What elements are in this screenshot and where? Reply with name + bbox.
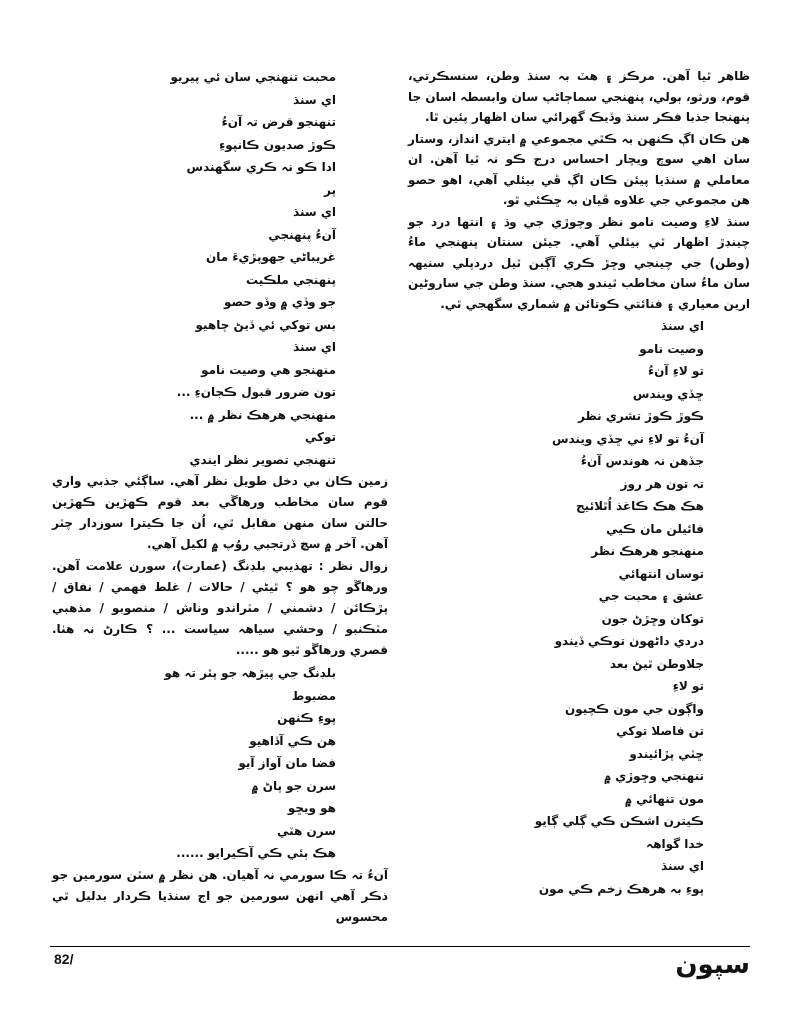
poem-line: اي سنڌ (293, 92, 336, 107)
poem-line: هڪ هڪ ڪاغذ اُٿلائيج (576, 499, 704, 513)
poem-line: تو لاءِ (672, 679, 704, 693)
poem-line: اي سنڌ (293, 340, 336, 354)
poem-line: اي سنڌ (661, 859, 704, 873)
paragraph: ظاهر ٿيا آهن. مرڪز ۽ هٽ بہ سنڌ وطن، سنسڪرتي، قوم، ورثو، ٻولي، پنهنجي سماڄاڻپ سان وابسطہ اسان جا پنهنجا جذبا فڪر سنڌ وڏيڪ گھرائي سان اظهار پئين ٿا. (408, 69, 750, 124)
poem-line: بس توکي ئي ڏيڻ چاهيو (195, 317, 336, 332)
poem-line: اي سنڌ (293, 205, 336, 219)
poem-line: دردي داڻهون توڪي ڏيندو (554, 634, 704, 648)
footer-divider (50, 946, 750, 947)
poem-line: پنهنجي ملڪيت (246, 272, 336, 287)
poem-line: هڪ ٻئي ڪي آڪيرايو ...... (176, 846, 336, 860)
poem-line: تنهنجي وڇوڙي ۾ (604, 769, 704, 783)
poem-line: ڪيترن اشڪن ڪي ڳلي ڳايو (534, 814, 704, 828)
poem-line: منهنجو هرهڪ نظر (591, 544, 704, 558)
poem-line: واڳون جي مون ڪچيون (564, 701, 704, 716)
poem-line: اي سنڌ (661, 319, 704, 333)
paragraph: آنءُ تہ ڪا سورمي نہ آهيان. هن نظر ۾ سٽن سورمين جو ذڪر آهي انهن سورمين جو اڄ سنڌيا ڪردار بدليل ٿي محسوس (52, 867, 388, 924)
poem-line: ڪوڙ ڪوڙ تشري نظر (577, 409, 704, 423)
poem-line: بلڊنگ جي پيڙهہ جو پٿر تہ هو (164, 666, 336, 680)
poem-line: تہ تون هر روز (620, 476, 704, 491)
poem-line: آنءُ پنهنجي (268, 227, 336, 242)
paragraph: زوال نظر : تهذيبي بلڊنگ (عمارت)، سورن علامت آهن. ورهاڱو چو هو ؟ ٿيڻي / حالات / غلط فهمي / نفاق / پڙڪائن / دشمني / مٽراندو وناش / منصوبو / مذهبي مٽڪنبو / وحشي سياهہ سياست ... ؟ ڪارڻ نہ هٺا. قصري ورهاڱو ٿيو هو ..... (52, 559, 388, 657)
poem-block (408, 315, 750, 900)
poem-line: وصيت نامو (639, 341, 704, 356)
poem-line: ادا ڪو نہ ڪري سگهندس (186, 160, 336, 174)
poem-line: خدا گواهہ (646, 836, 704, 851)
poem-line: تن فاصلا توکي (616, 724, 704, 738)
paragraph: سنڌ لاءِ وصيت نامو نظر وچوڙي جي وڌ ۽ انتها درد جو چينڊڙ اظهار ٿي بيئلي آهي. جيئن سنتان پنهنجي ماءُ (وطن) جي چينجي وڇڙ ڪري آڳين ٿيل دردپلي سنيهہ سان ماءُ سان مخاطب ٿيندو هجي. سنڌ وطن جي ساروڻين ارين معياري ۽ فنائتي ڪوتائن ۾ شماري سگهجي ٿي. (408, 214, 750, 311)
poem-line: هن ڪي آڏاهيو (249, 733, 336, 748)
poem-line: پر (324, 182, 336, 197)
paragraph: هن ڪان اڳ ڪنهن بہ ڪٿي مجموعي ۾ ايتري انداز، وستار سان اهي سوچ ويچار احساس درج ڪو نہ ٿيا آهن. ان معاملي ۾ سنڌيا پيئن ڪان اڳ ڦي بيئلي آهي، اهو حصو هن مجموعي جي علاوه ڦيان بہ ڇڪئي ٿو. (408, 131, 750, 207)
poem-line: پوءِ بہ هرهڪ زخم ڪي مون (538, 881, 704, 896)
poem-line: تنهنجو قرض تہ آنءُ (221, 115, 336, 129)
poem-line: منهنجو هي وصيت نامو (201, 362, 336, 377)
poem-line: پوءِ ڪنهن (277, 711, 336, 725)
poem-line: فضا مان آواز آيو (238, 756, 336, 770)
magazine-title: سپون (675, 950, 750, 980)
poem-line: ڪوڙ صديون ڪانپوءِ (219, 137, 336, 152)
poem-line: منهنجي هرهڪ نظر ۾ ... (189, 407, 336, 422)
poem-line: هو ويڇو (287, 801, 336, 815)
left-column (52, 66, 388, 929)
poem-line: سرن هٽي (276, 823, 336, 838)
poem-line: توکي (304, 430, 336, 444)
poem-line: ڇڏي ويندس (632, 386, 704, 401)
page-number: 82/ (54, 951, 74, 967)
poem-line: توکان وڇڙڻ جون (601, 611, 704, 626)
right-column (408, 66, 750, 900)
poem-line: جو وڏي ۾ وڏو حصو (224, 295, 336, 309)
poem-line: مون تنهائي ۾ (624, 791, 704, 806)
poem-line: مضبوط (291, 688, 336, 703)
poem-line: عشق ۽ محبت جي (598, 589, 704, 603)
poem-line: ڇٽي پڙائيندو (629, 746, 704, 761)
paragraph: زمين ڪان بي دخل طويل نظر آهي. ساڳئي جذبي واري قوم سان مخاطب ورهاڱي بعد قوم ڪهڙين ڪهڙين حالتن سان منهن مقابل ٿي، اُن جا ڪيترا سوزدار چٽر آهن. آخر ۾ سچ ڏرتجبي روُپ ۾ لکيل آهي. (52, 474, 388, 551)
poem-line: تون ضرور قبول ڪجانءِ ... (176, 385, 336, 399)
poem-line: سرن جو پاڻ ۾ (251, 778, 336, 793)
poem-line: محبت تنهنجي سان ئي پيريو (170, 70, 336, 84)
poem-line: فائيلن مان ڪيي (606, 521, 704, 536)
poem-block (52, 66, 388, 471)
poem-line: غريباڻي جهوپڙيءَ مان (206, 250, 336, 264)
poem-line: جڏهن نہ هوندس آنءُ (580, 454, 704, 468)
poem-block (52, 662, 388, 865)
poem-line: تو لاءِ آنءُ (648, 364, 704, 378)
poem-line: توسان انتهائي (618, 566, 704, 581)
poem-line: تنهنجي تصوير نظر ايندي (189, 452, 336, 467)
poem-line: جلاوطن ٿيڻ بعد (609, 656, 704, 671)
poem-line: آنءُ تو لاءِ ني ڇڏي ويندس (551, 431, 704, 446)
